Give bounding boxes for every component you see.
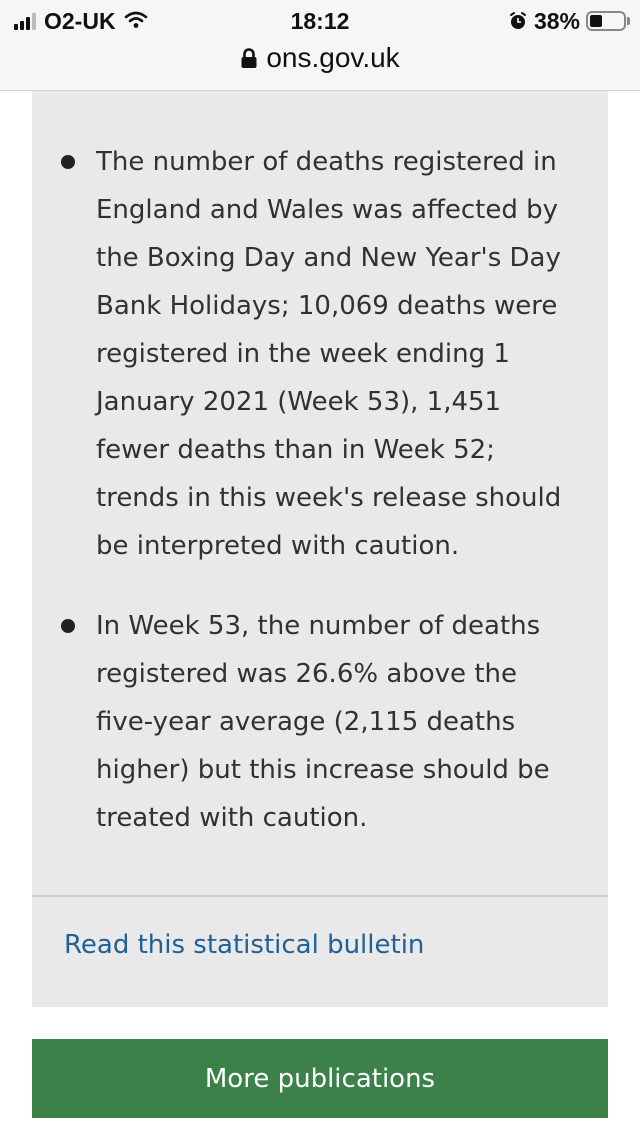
address-bar[interactable] (0, 42, 640, 74)
url-text: ons.gov.uk (266, 42, 400, 73)
battery-percent: 38% (533, 7, 580, 34)
bullet-text: The number of deaths registered in England and Wales was affected by the Boxing Day and New Year's Day Bank Holidays; 10,069 deaths were registered in the week ending 1 January 2021 (Week 53), 1,451 fewer deaths than in Week 52; trends in this week's release should be interpreted with caution. (96, 147, 562, 561)
clock: 18:12 (290, 8, 350, 34)
more-publications-button[interactable]: More publications (32, 1039, 608, 1118)
battery-cap (627, 17, 630, 25)
divider (32, 895, 608, 897)
alarm-icon (508, 11, 528, 31)
battery-level (590, 15, 602, 27)
bullet-icon (61, 619, 75, 633)
battery-icon (586, 11, 626, 31)
status-bar (0, 0, 640, 91)
bullet-icon (61, 155, 75, 169)
read-bulletin-link[interactable]: Read this statistical bulletin (64, 930, 425, 960)
status-right (508, 7, 630, 35)
list-item (32, 138, 608, 570)
list-item (32, 602, 608, 842)
bullet-list (32, 138, 608, 874)
lock-icon (240, 47, 258, 69)
carrier-name: O2-UK (44, 7, 116, 34)
bullet-text: In Week 53, the number of deaths registered was 26.6% above the five-year average (2,115 deaths higher) but this increase should be treated with caution. (96, 611, 550, 833)
